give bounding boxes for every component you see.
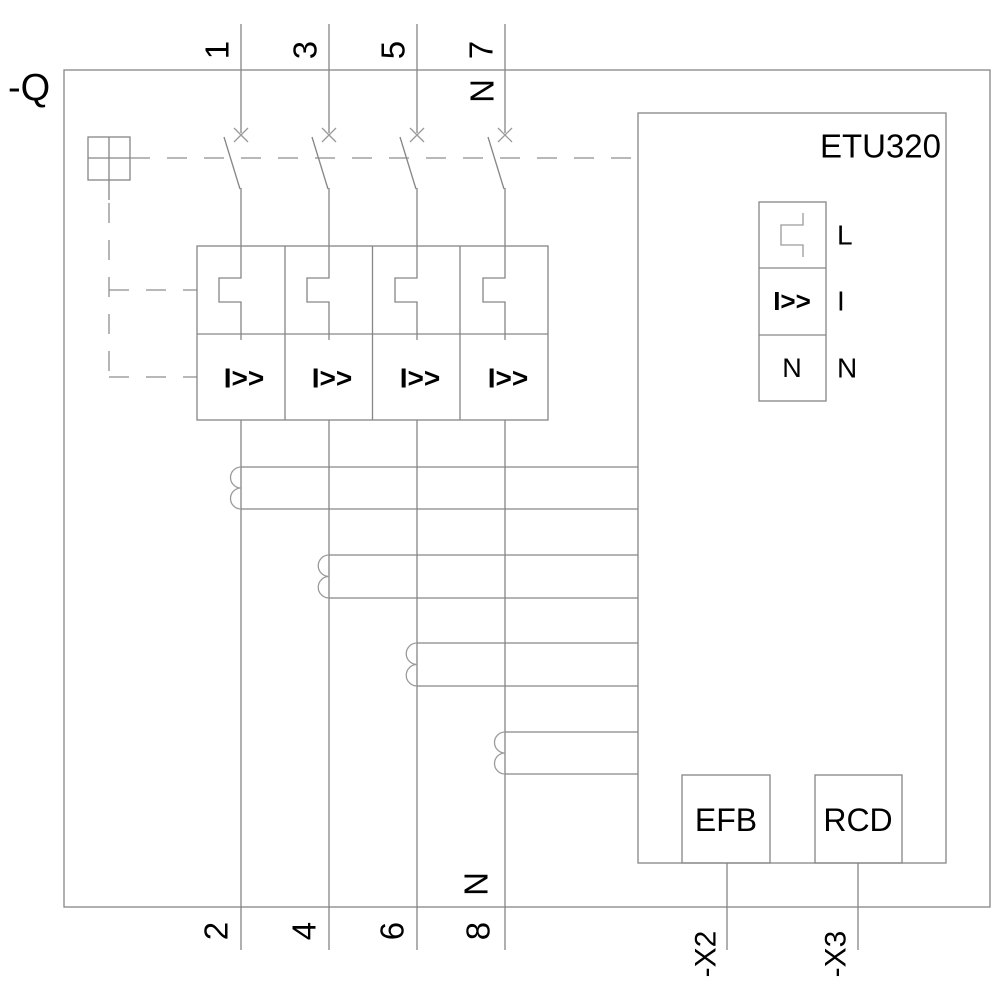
- terminal-label-4: 4: [285, 921, 323, 941]
- etu-function-stack: [759, 202, 857, 401]
- terminal-label-5: 5: [374, 40, 412, 60]
- pole-3-overload-release-icon: [395, 246, 417, 340]
- pole-2-current-transformer-icon: [318, 555, 329, 598]
- neutral-label-top: N: [463, 79, 501, 103]
- pole-3-switch-blade: [400, 137, 416, 189]
- pole-3-magnetic-release-label: I>>: [399, 362, 441, 394]
- terminal-label-x3: -X3: [819, 930, 853, 978]
- etu-channel-label-n: N: [837, 352, 858, 384]
- etu-neutral-symbol: N: [782, 353, 802, 383]
- terminal-label-8: 8: [459, 921, 497, 941]
- efb-module: [682, 775, 770, 863]
- terminal-label-x2: -X2: [689, 930, 723, 978]
- terminal-label-3: 3: [286, 40, 324, 60]
- breaker-outline: [64, 70, 990, 907]
- neutral-label-bottom: N: [457, 872, 495, 896]
- pole-1-switch-blade: [224, 137, 240, 189]
- pole-2: [307, 24, 638, 950]
- pole-4-switch-blade: [488, 137, 504, 189]
- long-time-release-icon: [781, 213, 803, 257]
- efb-label: EFB: [694, 802, 758, 838]
- terminal-label-7: 7: [462, 40, 500, 60]
- terminal-label-2: 2: [197, 921, 235, 941]
- pole-2-overload-release-icon: [307, 246, 329, 340]
- etu-model-label: ETU320: [819, 127, 941, 165]
- pole-2-magnetic-release-label: I>>: [311, 362, 353, 394]
- rcd-label: RCD: [823, 802, 893, 838]
- mechanical-linkage: [109, 158, 638, 377]
- pole-4: [483, 24, 638, 950]
- pole-4-ct-wires: [505, 732, 638, 774]
- terminal-label-6: 6: [373, 921, 411, 941]
- pole-1: [219, 24, 638, 950]
- etu-channel-label-l: L: [837, 219, 853, 251]
- pole-3-current-transformer-icon: [406, 643, 417, 686]
- release-box-column-dividers: [285, 246, 460, 420]
- pole-3: [395, 24, 638, 950]
- etu-channel-label-i: I: [837, 285, 845, 317]
- pole-1-overload-release-icon: [219, 246, 241, 340]
- operating-mechanism-icon: [88, 137, 130, 200]
- rcd-module: [815, 775, 902, 863]
- etu-box: [638, 113, 946, 863]
- release-box: [197, 246, 548, 420]
- pole-4-overload-release-icon: [483, 246, 505, 340]
- mechanism-cross: [88, 137, 130, 200]
- pole-2-switch-blade: [312, 137, 328, 189]
- pole-4-magnetic-release-label: I>>: [487, 362, 529, 394]
- pole-1-magnetic-release-label: I>>: [223, 362, 265, 394]
- pole-4-current-transformer-icon: [495, 732, 506, 774]
- etu-instantaneous-symbol: I>>: [773, 286, 811, 316]
- device-reference-label: -Q: [8, 67, 51, 109]
- pole-1-current-transformer-icon: [231, 467, 242, 509]
- terminal-label-1: 1: [198, 40, 236, 60]
- pole-1-ct-wires: [241, 467, 638, 509]
- pole-3-ct-wires: [417, 643, 638, 686]
- pole-2-ct-wires: [329, 555, 638, 598]
